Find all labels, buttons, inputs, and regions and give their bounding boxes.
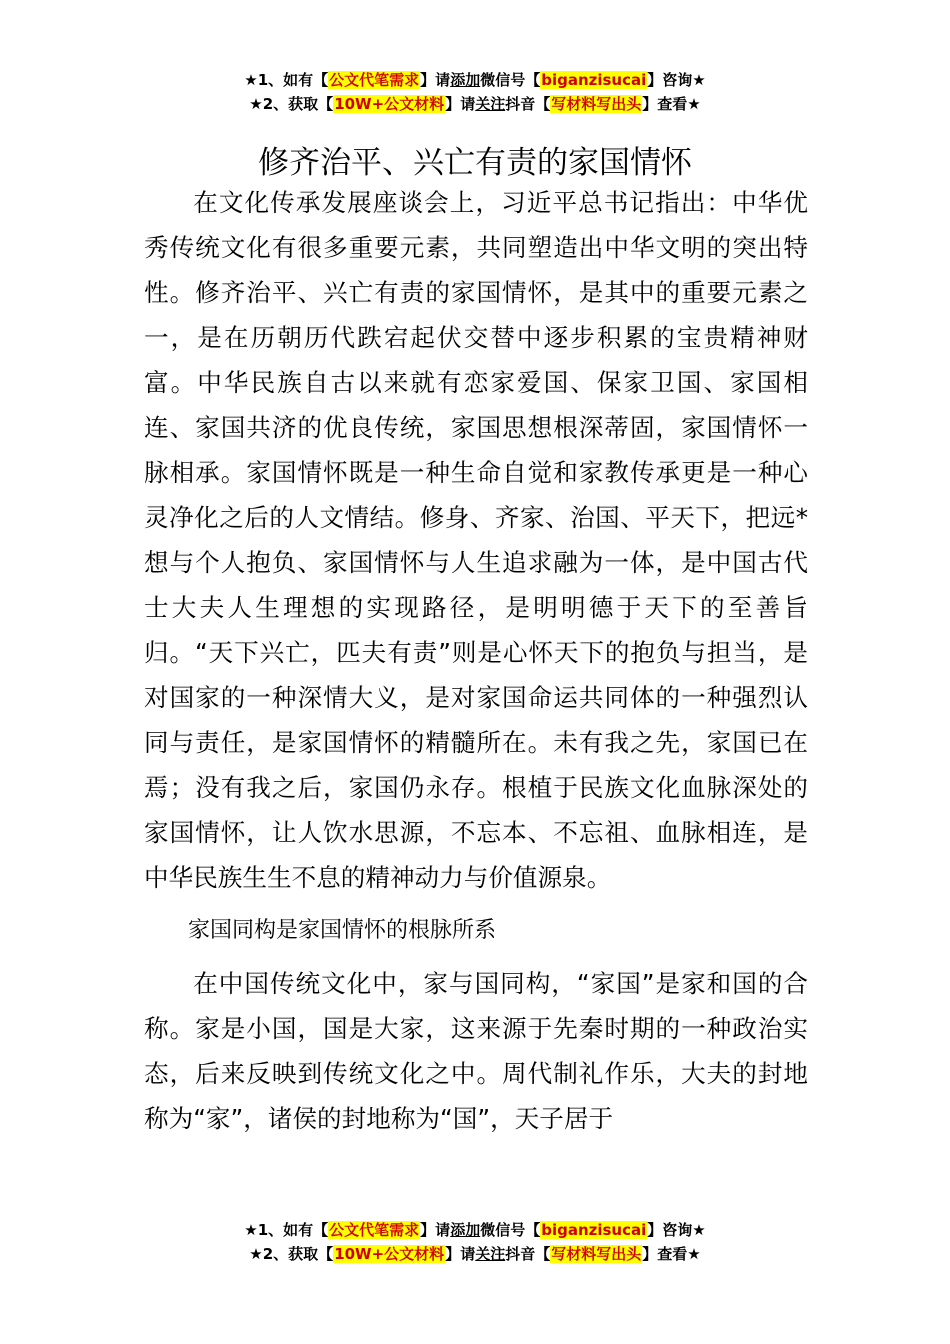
banner-text: 】咨询★ xyxy=(647,71,706,89)
footer-highlight: 公文代笔需求 xyxy=(329,1221,420,1239)
footer-text: ★2、获取【 xyxy=(249,1245,334,1263)
footer-text: ★1、如有【 xyxy=(244,1221,329,1239)
footer-text: 】咨询★ xyxy=(647,1221,706,1239)
banner-text: 微信号【 xyxy=(480,71,541,89)
footer-text: 微信号【 xyxy=(480,1221,541,1239)
body-paragraph: 在文化传承发展座谈会上，习近平总书记指出：中华优秀传统文化有很多重要元素，共同塑造出中华文明的突出特性。修齐治平、兴亡有责的家国情怀，是其中的重要元素之一，是在历朝历代跌宕起伏交替中逐步积累的宝贵精神财富。中华民族自古以来就有恋家爱国、保家卫国、家国相连、家国共济的优良传统，家国思想根深蒂固，家国情怀一脉相承。家国情怀既是一种生命自觉和家教传承更是一种心灵净化之后的人文情结。修身、齐家、治国、平天下，把远*想与个人抱负、家国情怀与人生追求融为一体，是中国古代士大夫人生理想的实现路径，是明明德于天下的至善旨归。“天下兴亡，匹夫有责”则是心怀天下的抱负与担当，是对国家的一种深情大义，是对家国命运共同体的一种强烈认同与责任，是家国情怀的精髓所在。未有我之先，家国已在焉；没有我之后，家国仍永存。根植于民族文化血脉深处的家国情怀，让人饮水思源，不忘本、不忘祖、血脉相连，是中华民族生生不息的精神动力与价值源泉。 xyxy=(144,188,808,892)
banner-text: ★2、获取【 xyxy=(249,95,334,113)
document-body xyxy=(144,180,808,1141)
footer-text: 抖音【 xyxy=(505,1245,551,1263)
banner-line-2 xyxy=(0,92,950,116)
footer-douyin-id: 写材料写出头 xyxy=(551,1245,642,1263)
header-banner xyxy=(0,68,950,116)
banner-text: 】查看★ xyxy=(642,95,701,113)
banner-highlight: 公文代笔需求 xyxy=(329,71,420,89)
footer-line-2 xyxy=(0,1242,950,1266)
footer-wechat-id: biganzisucai xyxy=(541,1221,647,1239)
footer-text: 】请 xyxy=(420,1221,451,1239)
footer-line-1 xyxy=(0,1218,950,1242)
banner-text: 】请 xyxy=(420,71,451,89)
body-paragraph: 在中国传统文化中，家与国同构，“家国”是家和国的合称。家是小国，国是大家，这来源于先秦时期的一种政治实态，后来反映到传统文化之中。周代制礼作乐，大夫的封地称为“家”，诸侯的封地称为“国”，天子居于 xyxy=(144,969,808,1133)
banner-text: 】请 xyxy=(445,95,476,113)
banner-line-1 xyxy=(0,68,950,92)
footer-banner xyxy=(0,1218,950,1266)
banner-highlight: 10W+公文材料 xyxy=(334,95,445,113)
footer-text: 添加 xyxy=(450,1221,481,1239)
footer-highlight: 10W+公文材料 xyxy=(334,1245,445,1263)
banner-douyin-id: 写材料写出头 xyxy=(551,95,642,113)
banner-text: 添加 xyxy=(450,71,481,89)
banner-text: ★1、如有【 xyxy=(244,71,329,89)
footer-text: 关注 xyxy=(475,1245,506,1263)
banner-text: 关注 xyxy=(475,95,506,113)
footer-text: 】查看★ xyxy=(642,1245,701,1263)
banner-wechat-id: biganzisucai xyxy=(541,71,647,89)
footer-text: 】请 xyxy=(445,1245,476,1263)
section-heading: 家国同构是家国情怀的根脉所系 xyxy=(188,918,497,943)
banner-text: 抖音【 xyxy=(505,95,551,113)
document-title: 修齐治平、兴亡有责的家国情怀 xyxy=(258,144,692,181)
